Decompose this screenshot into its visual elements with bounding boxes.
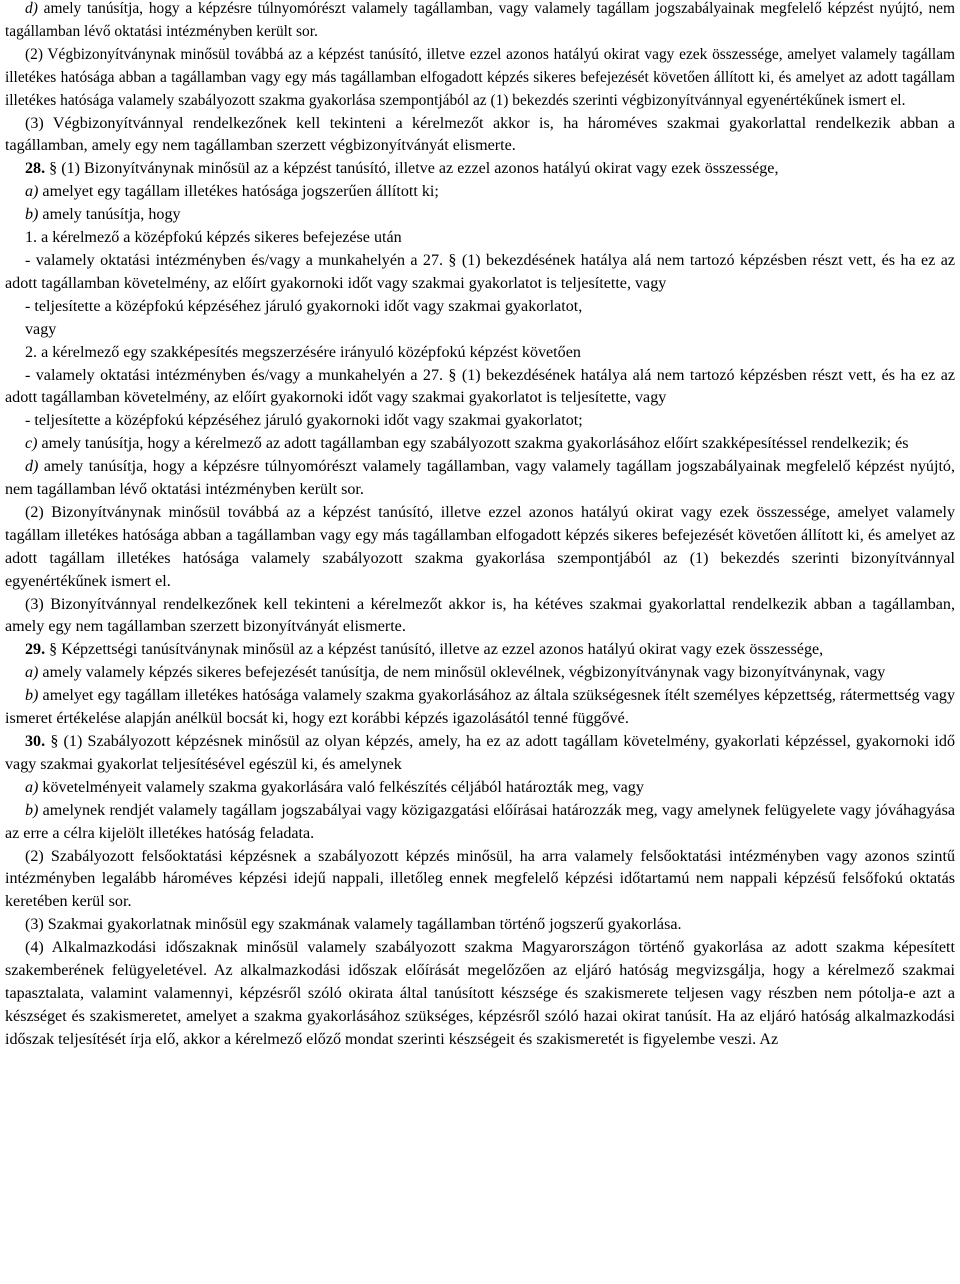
- paragraph-text: (2) Végbizonyítványnak minősül továbbá az a képzést tanúsító, illetve ezzel azonos hatályú okirat vagy ezek összessége, amelyet valamely tagállam illetékes hatósága abban a tagállamban vagy egy más tagállamban elfogadott képzés sikeres befejezését követően állított ki, és amelyet az adott tagállam illetékes hatósága valamely szabályozott szakma gyakorlása szempontjából az (1) bekezdés szerinti végbizonyítvánnyal egyenértékűnek ismert el.: [5, 45, 955, 109]
- paragraph: [5, 181, 955, 204]
- paragraph: [5, 0, 955, 44]
- paragraph-text: vagy: [25, 320, 57, 338]
- paragraph: [5, 365, 955, 411]
- paragraph: [5, 639, 955, 662]
- paragraph-text: - valamely oktatási intézményben és/vagy a munkahelyén a 27. § (1) bekezdésének hatálya alá nem tartozó képzésben részt vett, és ha ez az adott tagállamban követelmény, az előírt gyakornoki időt vagy szakmai gyakorlatot is teljesítette, vagy: [5, 366, 955, 407]
- point-letter: a): [25, 183, 39, 201]
- paragraph-text: amely tanúsítja, hogy a képzésre túlnyomórészt valamely tagállamban, vagy valamely tagállam jogszabályainak megfelelő képzést nyújtó, nem tagállamban lévő oktatási intézményben került sor.: [5, 458, 955, 499]
- paragraph: [5, 731, 955, 777]
- paragraph-text: (3) Szakmai gyakorlatnak minősül egy szakmának valamely tagállamban történő jogszerű gyakorlása.: [25, 916, 682, 934]
- point-letter: b): [25, 206, 39, 224]
- paragraph-text: § (1) Bizonyítványnak minősül az a képzést tanúsító, illetve az ezzel azonos hatályú okirat vagy ezek összessége,: [45, 160, 779, 178]
- paragraph: [5, 685, 955, 731]
- paragraph-text: (2) Szabályozott felsőoktatási képzésnek a szabályozott képzés minősül, ha arra valamely felsőoktatási intézményben vagy azonos szintű intézményben legalább hároméves képzési idejű nappali, illetőleg ennek megfelelő képzési időtartamú nem nappali képzésű felsőfokú oktatás keretében kerül sor.: [5, 847, 955, 911]
- paragraph: [5, 662, 955, 685]
- point-letter: d): [25, 0, 38, 17]
- paragraph-text: § (1) Szabályozott képzésnek minősül az olyan képzés, amely, ha ez az adott tagállam követelmény, gyakorlati képzéssel, gyakornoki idő vagy szakmai gyakorlat teljesítésével egészül ki, és amelynek: [5, 733, 955, 773]
- paragraph: [5, 204, 955, 227]
- paragraph-text: (3) Bizonyítvánnyal rendelkezőnek kell tekinteni a kérelmezőt akkor is, ha kétéves szakmai gyakorlattal rendelkezik abban a tagállamban, amely egy nem tagállamban szerzett bizonyítványát elismerte.: [5, 595, 955, 636]
- paragraph: [5, 342, 955, 365]
- paragraph: [5, 800, 955, 846]
- paragraph: [5, 410, 955, 433]
- paragraph-text: amelyet egy tagállam illetékes hatósága jogszerűen állított ki;: [38, 183, 439, 201]
- paragraph: [5, 937, 955, 1052]
- point-letter: c): [25, 435, 38, 453]
- point-letter: b): [25, 687, 39, 705]
- section-number: 28.: [25, 160, 46, 178]
- paragraph: [5, 846, 955, 915]
- paragraph-text: - valamely oktatási intézményben és/vagy a munkahelyén a 27. § (1) bekezdésének hatálya alá nem tartozó képzésben részt vett, és ha ez az adott tagállamban követelmény, az előírt gyakornoki időt vagy szakmai gyakorlatot is teljesítette, vagy: [5, 251, 955, 292]
- paragraph: [5, 44, 955, 113]
- section-number: 29.: [25, 641, 46, 659]
- paragraph-text: amely tanúsítja, hogy a képzésre túlnyomórészt valamely tagállamban, vagy valamely tagállam jogszabályainak megfelelő képzést nyújtó, nem tagállamban lévő oktatási intézményben került sor.: [5, 0, 955, 40]
- paragraph-text: - teljesítette a középfokú képzéséhez járuló gyakornoki időt vagy szakmai gyakorlatot;: [25, 412, 583, 430]
- paragraph-text: amely tanúsítja, hogy a kérelmező az adott tagállamban egy szabályozott szakma gyakorlásához előírt szakképesítéssel rendelkezik; és: [37, 435, 909, 453]
- paragraph-text: § Képzettségi tanúsítványnak minősül az a képzést tanúsító, illetve az ezzel azonos hatályú okirat vagy ezek összessége,: [45, 641, 824, 659]
- section-number: 30.: [25, 733, 46, 750]
- paragraph: [5, 296, 955, 319]
- paragraph-text: (2) Bizonyítványnak minősül továbbá az a képzést tanúsító, illetve ezzel azonos hatályú okirat vagy ezek összessége, amelyet valamely tagállam illetékes hatósága abban a tagállamban vagy egy más tagállamban elfogadott képzés sikeres befejezését követően állított ki, és amelyet az adott tagállam illetékes hatósága valamely szabályozott szakma gyakorlása szempontjából az (1) bekezdés szerinti bizonyítvánnyal egyenértékűnek ismert el.: [5, 503, 955, 590]
- paragraph-text: amely valamely képzés sikeres befejezését tanúsítja, de nem minősül oklevélnek, végbizonyítványnak vagy bizonyítványnak, vagy: [38, 664, 886, 682]
- point-letter: a): [25, 778, 39, 796]
- paragraph-text: 1. a kérelmező a középfokú képzés sikeres befejezése után: [25, 229, 402, 247]
- paragraph: [5, 777, 955, 800]
- paragraph: [5, 158, 955, 181]
- paragraph: [5, 227, 955, 250]
- document-body: [5, 0, 955, 1052]
- point-letter: d): [25, 458, 39, 476]
- paragraph-text: 2. a kérelmező egy szakképesítés megszerzésére irányuló középfokú képzést követően: [25, 343, 581, 361]
- paragraph-text: amelyet egy tagállam illetékes hatósága valamely szakma gyakorlásához az általa szükségesnek ítélt személyes képzettség, rátermettség vagy ismeret értékelése alapján anélkül bocsát ki, hogy ezt korábbi képzés igazolásától tenné függővé.: [5, 687, 955, 728]
- point-letter: a): [25, 664, 39, 682]
- paragraph: [5, 914, 955, 937]
- paragraph-text: amely tanúsítja, hogy: [38, 206, 181, 224]
- paragraph: [5, 433, 955, 456]
- paragraph-text: (4) Alkalmazkodási időszaknak minősül valamely szabályozott szakma Magyarországon történő gyakorlása az adott szakma képesített szakemberének felügyeletével. Az alkalmazkodási időszak előírását megelőzően az eljáró hatóság megvizsgálja, hogy a kérelmező szakmai tapasztalata, valamint valamennyi, képzésről szóló okirata által tanúsított készsége és szakismerete teljesen vagy részben nem pótolja-e azt a készséget és szakismeretet, amelyet a szakma gyakorlásához szükséges, képzésről szóló hazai okirat tanúsít. Ha az eljáró hatóság alkalmazkodási időszak teljesítését írja elő, akkor a kérelmező előző mondat szerinti készségeit és szakismeretét is figyelembe veszi. Az: [5, 939, 955, 1048]
- paragraph: [5, 319, 955, 342]
- point-letter: b): [25, 801, 39, 819]
- paragraph: [5, 594, 955, 640]
- paragraph: [5, 456, 955, 502]
- paragraph: [5, 113, 955, 159]
- paragraph-text: követelményeit valamely szakma gyakorlására való felkészítés céljából határozták meg, vagy: [38, 778, 644, 796]
- paragraph: [5, 502, 955, 594]
- paragraph-text: amelynek rendjét valamely tagállam jogszabályai vagy közigazgatási előírásai határozzák meg, vagy amelynek felügyelete vagy jóváhagyása az erre a célra kijelölt illetékes hatóság feladata.: [5, 801, 955, 842]
- paragraph: [5, 250, 955, 296]
- paragraph-text: (3) Végbizonyítvánnyal rendelkezőnek kell tekinteni a kérelmezőt akkor is, ha hároméves szakmai gyakorlattal rendelkezik abban a tagállamban, amely egy nem tagállamban szerzett végbizonyítványát elismerte.: [5, 114, 955, 155]
- paragraph-text: - teljesítette a középfokú képzéséhez járuló gyakornoki időt vagy szakmai gyakorlatot,: [25, 297, 583, 315]
